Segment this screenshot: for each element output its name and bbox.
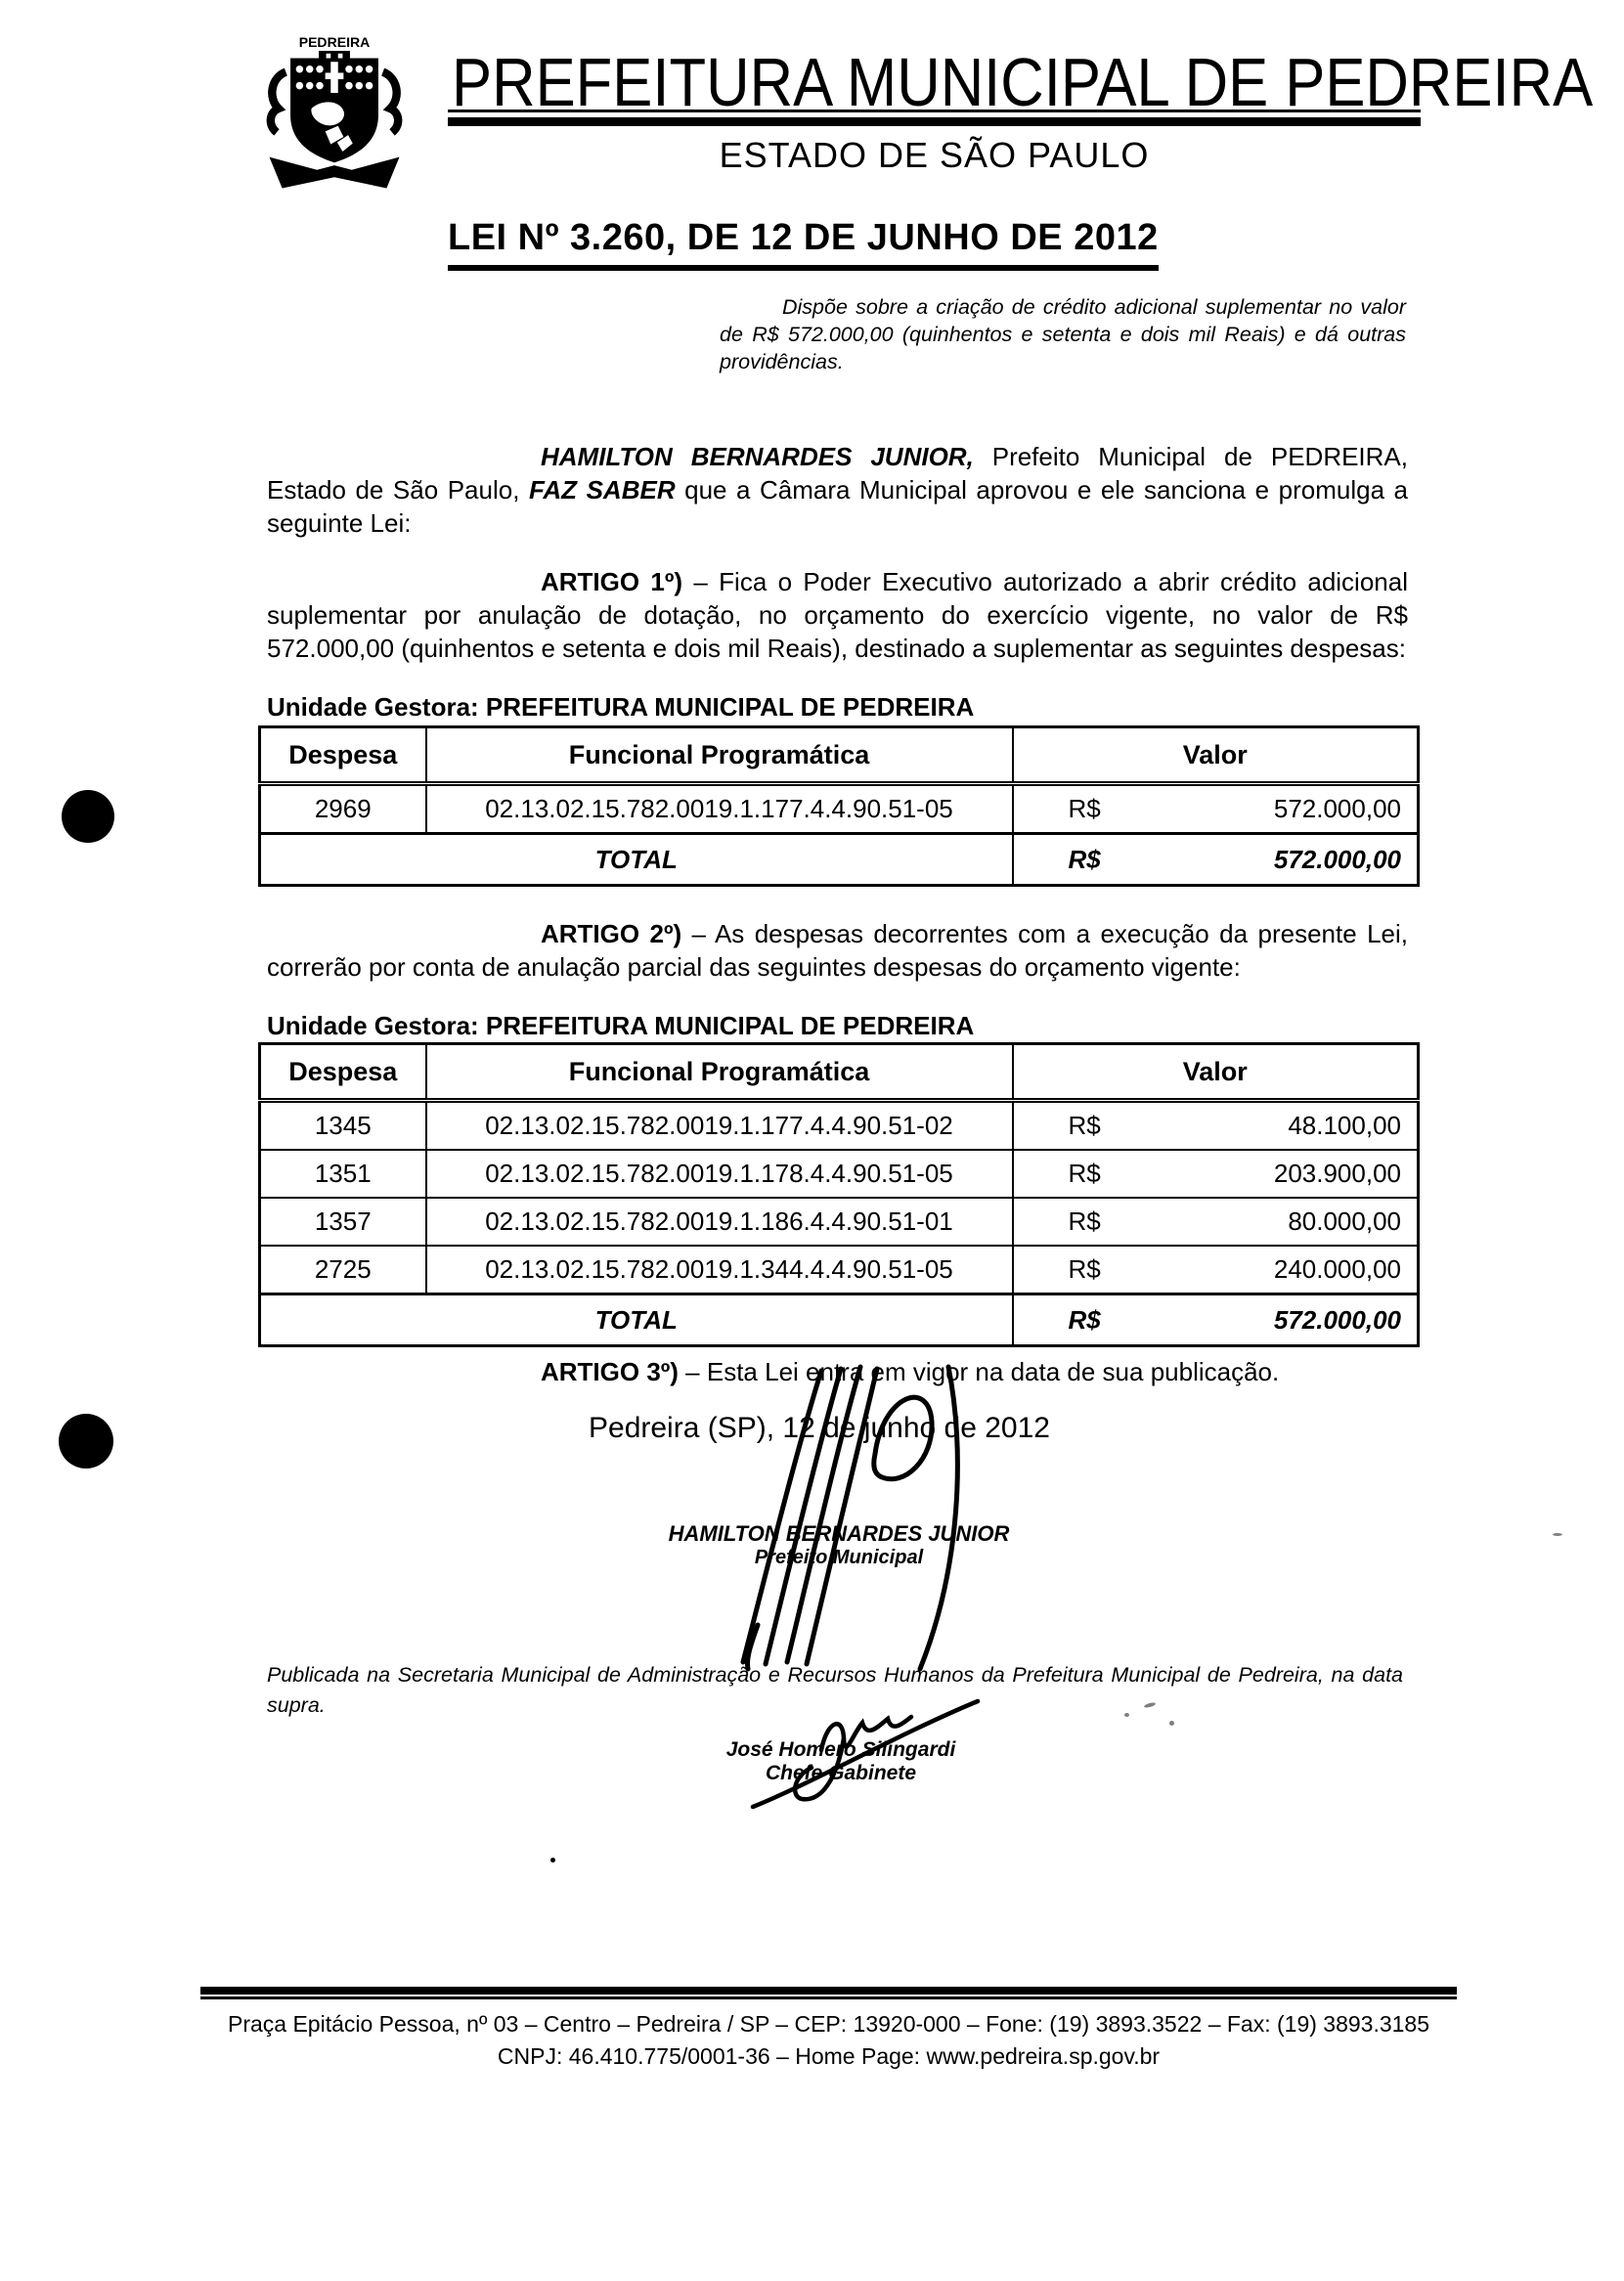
table-row <box>260 1101 1419 1151</box>
footer-address-line: Praça Epitácio Pessoa, nº 03 – Centro – Pedreira / SP – CEP: 13920-000 – Fone: (19) 3893.3522 – Fax: (19) 3893.3185 <box>227 2011 1430 2037</box>
amount: 240.000,00 <box>1273 1254 1401 1284</box>
col-header-despesa: Despesa <box>260 727 426 784</box>
scan-artifact <box>550 1858 555 1863</box>
article-1-text: – Fica o Poder Executivo autorizado a abrir crédito adicional suplementar por anulação de dotação, no orçamento do exercício vigente, no valor de R$ 572.000,00 (quinhentos e setenta e dois mil Reais), destinado a suplementar as seguintes despesas: <box>267 567 1408 663</box>
despesa-cell: 1351 <box>260 1150 426 1198</box>
valor-cell <box>1013 1198 1419 1246</box>
institution-title: PREFEITURA MUNICIPAL DE PEDREIRA <box>452 44 1594 120</box>
signatory-role: Chefe Gabinete <box>765 1762 917 1784</box>
institution-subtitle: ESTADO DE SÃO PAULO <box>719 135 1150 175</box>
amount: 572.000,00 <box>1273 794 1401 823</box>
article-1-label: ARTIGO 1º) <box>541 567 683 596</box>
col-header-despesa: Despesa <box>260 1044 426 1101</box>
col-header-valor: Valor <box>1013 1044 1419 1101</box>
currency-symbol: R$ <box>1068 1159 1101 1188</box>
funcional-cell: 02.13.02.15.782.0019.1.178.4.4.90.51-05 <box>426 1150 1013 1198</box>
table-row <box>260 1246 1419 1294</box>
article-3-text: – Esta Lei entra em vigor na data de sua publicação. <box>678 1357 1280 1386</box>
despesa-cell: 2969 <box>260 784 426 834</box>
coat-of-arms-logo <box>238 22 431 196</box>
valor-cell <box>1013 1246 1419 1294</box>
despesa-cell: 1357 <box>260 1198 426 1246</box>
funcional-cell: 02.13.02.15.782.0019.1.177.4.4.90.51-05 <box>426 784 1013 834</box>
logo-caption: PEDREIRA <box>298 34 371 51</box>
unit-label-2: Unidade Gestora: PREFEITURA MUNICIPAL DE PEDREIRA <box>267 1011 975 1040</box>
dateline: Pedreira (SP), 12 de junho de 2012 <box>589 1412 1050 1444</box>
signature-block-mayor <box>546 1521 1132 1569</box>
signatory-name: HAMILTON BERNARDES JUNIOR <box>668 1521 1010 1546</box>
total-amount: 572.000,00 <box>1273 1304 1401 1335</box>
total-label: TOTAL <box>260 834 1013 886</box>
annulment-table <box>258 1042 1420 1347</box>
table-header-row <box>260 727 1419 784</box>
total-amount: 572.000,00 <box>1273 844 1401 874</box>
header-rule <box>448 110 1421 126</box>
table-total-row <box>260 834 1419 886</box>
article-2-paragraph <box>267 917 1408 984</box>
currency-symbol: R$ <box>1068 1111 1101 1140</box>
currency-symbol: R$ <box>1068 794 1101 823</box>
footer-rule <box>200 1987 1457 1999</box>
handwritten-signature-mayor <box>728 1361 973 1676</box>
despesa-cell: 1345 <box>260 1101 426 1151</box>
article-2-text: – As despesas decorrentes com a execução da presente Lei, correrão por conta de anulação parcial das seguintes despesas do orçamento vigente: <box>267 919 1408 982</box>
funcional-cell: 02.13.02.15.782.0019.1.186.4.4.90.51-01 <box>426 1198 1013 1246</box>
table-row <box>260 1198 1419 1246</box>
unit-label-1: Unidade Gestora: PREFEITURA MUNICIPAL DE PEDREIRA <box>267 692 975 722</box>
total-label: TOTAL <box>260 1294 1013 1346</box>
epigraph: Dispõe sobre a criação de crédito adicional suplementar no valor de R$ 572.000,00 (quinhentos e setenta e dois mil Reais) e dá outras providências. <box>720 295 1406 373</box>
signature-block-chief <box>548 1738 1134 1785</box>
scan-artifact <box>1169 1721 1174 1726</box>
scan-artifact <box>1553 1533 1562 1536</box>
article-3-paragraph <box>267 1355 1408 1388</box>
currency-symbol: R$ <box>1068 1206 1101 1236</box>
amount: 203.900,00 <box>1273 1159 1401 1188</box>
amount: 80.000,00 <box>1288 1206 1401 1236</box>
col-header-funcional: Funcional Programática <box>426 727 1013 784</box>
currency-symbol: R$ <box>1068 844 1101 874</box>
preamble-paragraph <box>267 440 1408 540</box>
credit-table <box>258 725 1420 887</box>
faz-saber: FAZ SABER <box>528 475 676 504</box>
currency-symbol: R$ <box>1068 1304 1101 1335</box>
col-header-funcional: Funcional Programática <box>426 1044 1013 1101</box>
despesa-cell: 2725 <box>260 1246 426 1294</box>
funcional-cell: 02.13.02.15.782.0019.1.344.4.4.90.51-05 <box>426 1246 1013 1294</box>
amount: 48.100,00 <box>1288 1111 1401 1140</box>
hole-punch-mark <box>59 1414 113 1469</box>
mayor-name-inline: HAMILTON BERNARDES JUNIOR, <box>541 442 974 471</box>
valor-cell <box>1013 1150 1419 1198</box>
currency-symbol: R$ <box>1068 1254 1101 1284</box>
table-total-row <box>260 1294 1419 1346</box>
preamble-mid: Prefeito Municipal de PEDREIRA, Estado de São Paulo, <box>267 442 1408 504</box>
scan-artifact <box>1124 1713 1129 1717</box>
funcional-cell: 02.13.02.15.782.0019.1.177.4.4.90.51-02 <box>426 1101 1013 1151</box>
table-row <box>260 784 1419 834</box>
signatory-name: José Homero Silingardi <box>725 1738 956 1761</box>
total-valor-cell <box>1013 834 1419 886</box>
footer-cnpj-line: CNPJ: 46.410.775/0001-36 – Home Page: www.pedreira.sp.gov.br <box>497 2043 1161 2069</box>
table-header-row <box>260 1044 1419 1101</box>
publication-note: Publicada na Secretaria Municipal de Administração e Recursos Humanos da Prefeitura Municipal de Pedreira, na data supra. <box>267 1662 1403 1717</box>
total-valor-cell <box>1013 1294 1419 1346</box>
col-header-valor: Valor <box>1013 727 1419 784</box>
valor-cell <box>1013 1101 1419 1151</box>
article-1-paragraph <box>267 565 1408 665</box>
valor-cell <box>1013 784 1419 834</box>
article-2-label: ARTIGO 2º) <box>541 919 682 948</box>
preamble-tail: que a Câmara Municipal aprovou e ele sanciona e promulga a seguinte Lei: <box>267 475 1409 538</box>
footer <box>200 2008 1457 2073</box>
signatory-role: Prefeito Municipal <box>754 1547 924 1568</box>
article-3-label: ARTIGO 3º) <box>541 1357 679 1386</box>
table-row <box>260 1150 1419 1198</box>
law-title: LEI Nº 3.260, DE 12 DE JUNHO DE 2012 <box>448 217 1159 271</box>
hole-punch-mark <box>62 790 114 843</box>
